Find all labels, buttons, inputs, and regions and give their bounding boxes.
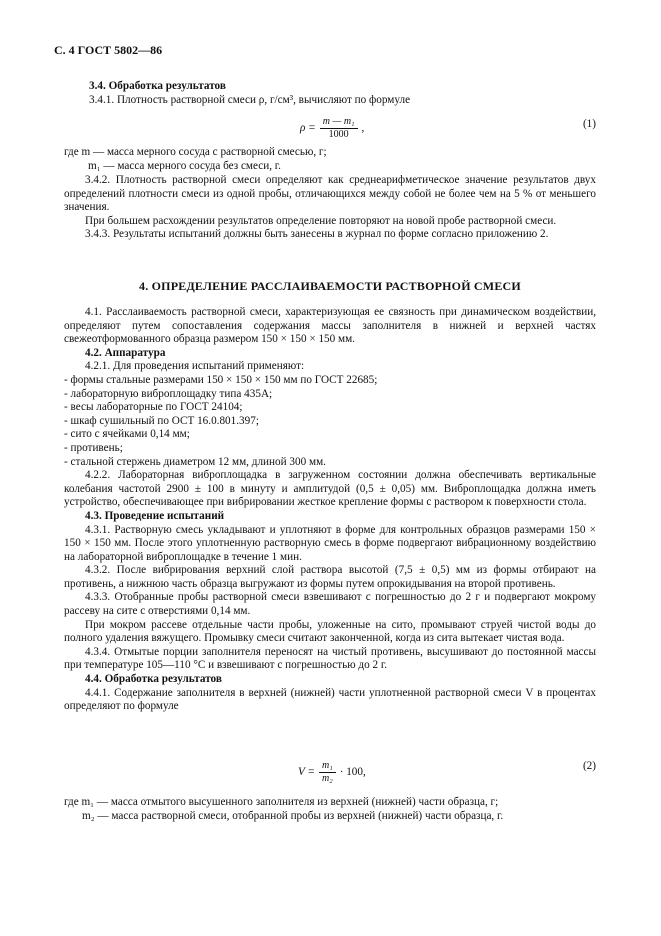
list-item: - сито с ячейками 0,14 мм; <box>64 428 190 441</box>
paragraph: 3.4.1. Плотность растворной смеси ρ, г/см³, вычисляют по формуле <box>89 93 411 106</box>
formula-lhs: ρ = <box>300 121 316 134</box>
paragraph: 3.4.2. Плотность растворной смеси определяют как среднеарифметическое значение результатов двух определений плотности смеси из одной пробы, отличающихся между собой не более чем на 5 % от меньшего значения. <box>64 174 596 214</box>
formula-number: (1) <box>582 118 596 130</box>
fraction <box>320 116 358 141</box>
fraction-numerator: m — m₁ <box>320 116 358 129</box>
section-4-title-wrap <box>64 280 596 294</box>
formula-lhs: V = <box>298 765 315 778</box>
list-item: - противень; <box>64 441 123 454</box>
paragraph: 4.2.2. Лабораторная виброплощадка в загруженном состоянии должна обеспечивать вертикальные колебания частотой 2900 ± 100 в минуту и амплитудой (0,5 ± 0,05) мм. Виброплощадка должна иметь устройство, обеспечивающее при вибрировании жесткое крепление формы с раствором к поверхности стола. <box>64 469 596 509</box>
where-line: где m₁ — масса отмытого высушенного заполнителя из верхней (нижней) части образца, г; <box>64 796 499 808</box>
section-3-4-cont <box>64 174 596 242</box>
paragraph: 4.3.1. Растворную смесь укладывают и уплотняют в форме для контрольных образцов размерами 150 × 150 × 150 мм. После этого уплотненную растворную смесь в форме подвергают вибрационному воздействию на лабораторной виброплощадке в течение 1 мин. <box>64 523 596 563</box>
paragraph: 4.3.4. Отмытые порции заполнителя переносят на чистый противень, высушивают до постоянной массы при температуре 105—110 °С и взвешивают с погрешностью до 2 г. <box>64 645 596 672</box>
paragraph: 3.4.3. Результаты испытаний должны быть занесены в журнал по форме согласно приложению 2. <box>85 228 549 241</box>
formula-tail: · 100, <box>339 765 366 778</box>
fraction-numerator: m₁ <box>319 760 336 773</box>
section-3-4 <box>89 80 596 107</box>
formula-tail: , <box>361 121 365 134</box>
formula-2 <box>64 760 596 790</box>
paragraph: 4.3.3. Отобранные пробы растворной смеси взвешивают с погрешностью до 2 г и подвергают мокрому рассеву на сите с отверстиями 0,14 мм. <box>64 591 596 618</box>
formula-number: (2) <box>582 760 596 772</box>
page-header: С. 4 ГОСТ 5802—86 <box>54 43 163 57</box>
where-block-1 <box>64 146 596 173</box>
paragraph: При большем расхождении результатов определение повторяют на новой пробе растворной смеси. <box>85 214 557 227</box>
list-item: - формы стальные размерами 150 × 150 × 150 мм по ГОСТ 22685; <box>64 373 378 386</box>
paragraph: При мокром рассеве отдельные части пробы, уложенные на сито, промывают струей чистой воды до полного удаления вяжущего. Промывку смеси считают законченной, когда из сита вытекает чистая вода. <box>64 618 596 645</box>
subsection-title: 3.4. Обработка результатов <box>89 80 226 92</box>
fraction-denominator: 1000 <box>328 129 349 140</box>
list-item: - лабораторную виброплощадку типа 435А; <box>64 387 273 400</box>
list-item: - шкаф сушильный по ОСТ 16.0.801.397; <box>64 414 259 427</box>
subsection-title: 4.2. Аппаратура <box>85 346 166 359</box>
section-4-body <box>64 306 596 714</box>
subsection-title: 4.3. Проведение испытаний <box>85 509 225 522</box>
where-line: где m — масса мерного сосуда с растворной смесью, г; <box>64 146 327 158</box>
subsection-title: 4.4. Обработка результатов <box>85 673 222 686</box>
list-item: - весы лабораторные по ГОСТ 24104; <box>64 401 243 414</box>
fraction <box>319 760 336 785</box>
formula-1 <box>89 116 596 140</box>
paragraph: 4.3.2. После вибрирования верхний слой раствора высотой (7,5 ± 0,5) мм из формы отбирают на противень, а нижнюю часть образца выгружают из формы путем опрокидывания на второй противень. <box>64 564 596 590</box>
section-title: 4. ОПРЕДЕЛЕНИЕ РАССЛАИВАЕМОСТИ РАСТВОРНОЙ СМЕСИ <box>139 279 521 293</box>
paragraph: 4.2.1. Для проведения испытаний применяют: <box>85 360 305 373</box>
paragraph: 4.1. Расслаиваемость растворной смеси, характеризующая ее связность при динамическом воздействии, определяют путем сопоставления содержания массы заполнителя в нижней и верхней частях свежеотформованного образца размером 150 × 150 × 150 мм. <box>64 306 596 346</box>
fraction-denominator: m₂ <box>321 773 333 784</box>
where-line: m₁ — масса мерного сосуда без смеси, г. <box>88 159 281 172</box>
where-block-2 <box>64 796 596 823</box>
apparatus-list <box>64 374 596 469</box>
list-item: - стальной стержень диаметром 12 мм, длиной 300 мм. <box>64 455 326 468</box>
paragraph: 4.4.1. Содержание заполнителя в верхней (нижней) части уплотненной растворной смеси V в процентах определяют по формуле <box>64 686 596 713</box>
where-line: m₂ — масса растворной смеси, отобранной пробы из верхней (нижней) части образца, г. <box>82 809 504 822</box>
